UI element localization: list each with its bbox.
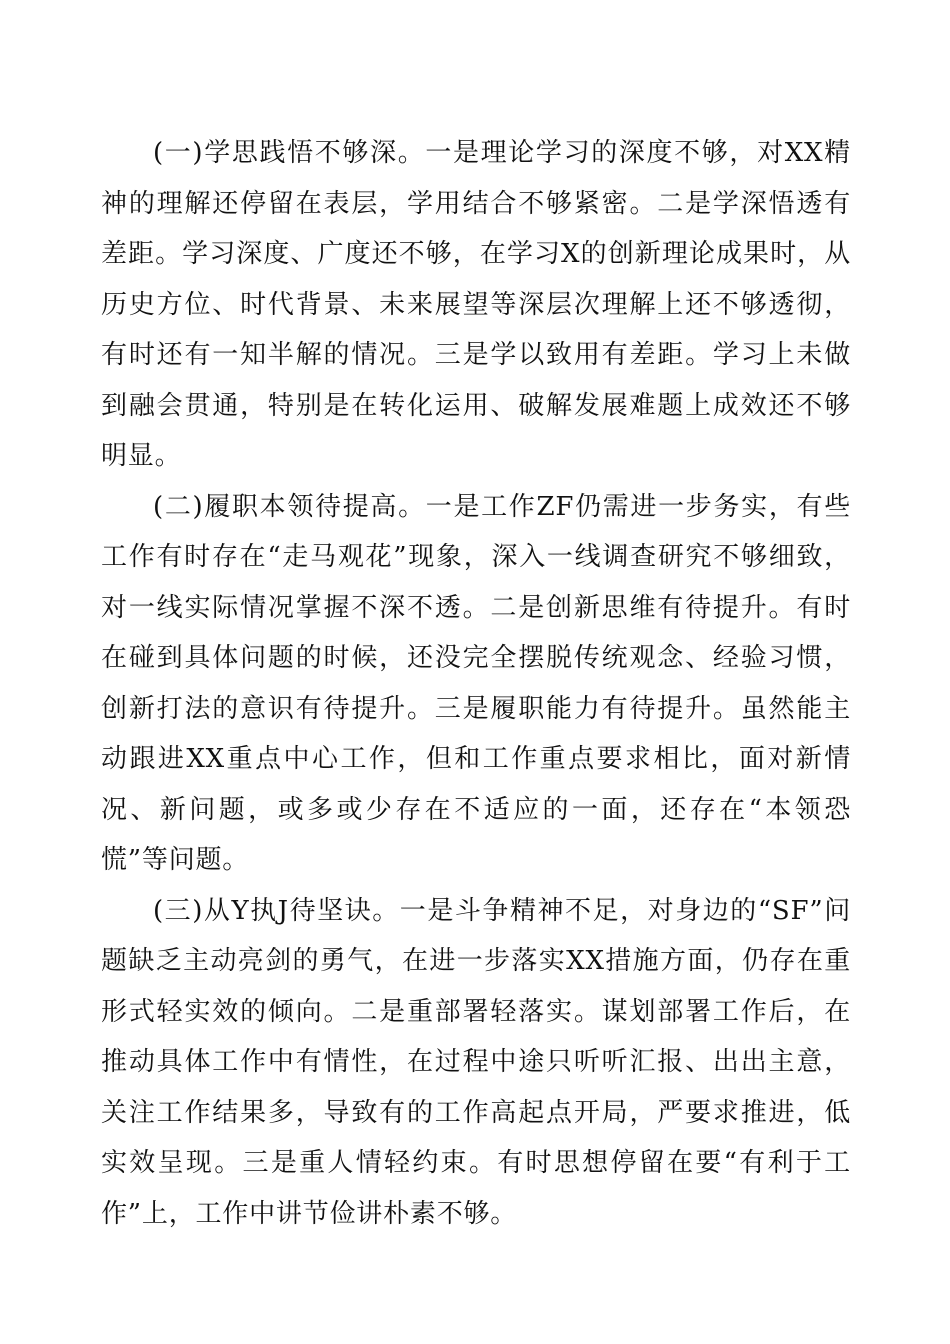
paragraph-1: (一)学思践悟不够深。一是理论学习的深度不够，对XX精神的理解还停留在表层，学用结合不够紧密。二是学深悟透有差距。学习深度、广度还不够，在学习X的创新理论成果时，从历史方位、时代背景、未来展望等深层次理解上还不够透彻，有时还有一知半解的情况。三是学以致用有差距。学习上未做到融会贯通，特别是在转化运用、破解发展难题上成效还不够明显。 bbox=[101, 138, 851, 471]
paragraph-2: (二)履职本领待提高。一是工作ZF仍需进一步务实，有些工作有时存在“走马观花”现象，深入一线调查研究不够细致，对一线实际情况掌握不深不透。二是创新思维有待提升。有时在碰到具体问题的时候，还没完全摆脱传统观念、经验习惯，创新打法的意识有待提升。三是履职能力有待提升。虽然能主动跟进XX重点中心工作，但和工作重点要求相比，面对新情况、新问题，或多或少存在不适应的一面，还存在“本领恐慌”等问题。 bbox=[101, 491, 851, 875]
document-body bbox=[101, 128, 851, 1239]
paragraph-3: (三)从Y执J待坚诀。一是斗争精神不足，对身边的“SF”问题缺乏主动亮剑的勇气，在进一步落实XX措施方面，仍存在重形式轻实效的倾向。二是重部署轻落实。谋划部署工作后，在推动具体工作中有情性，在过程中途只听听汇报、出出主意，关注工作结果多，导致有的工作高起点开局，严要求推进，低实效呈现。三是重人情轻约束。有时思想停留在要“有利于工作”上，工作中讲节俭讲朴素不够。 bbox=[101, 895, 851, 1229]
